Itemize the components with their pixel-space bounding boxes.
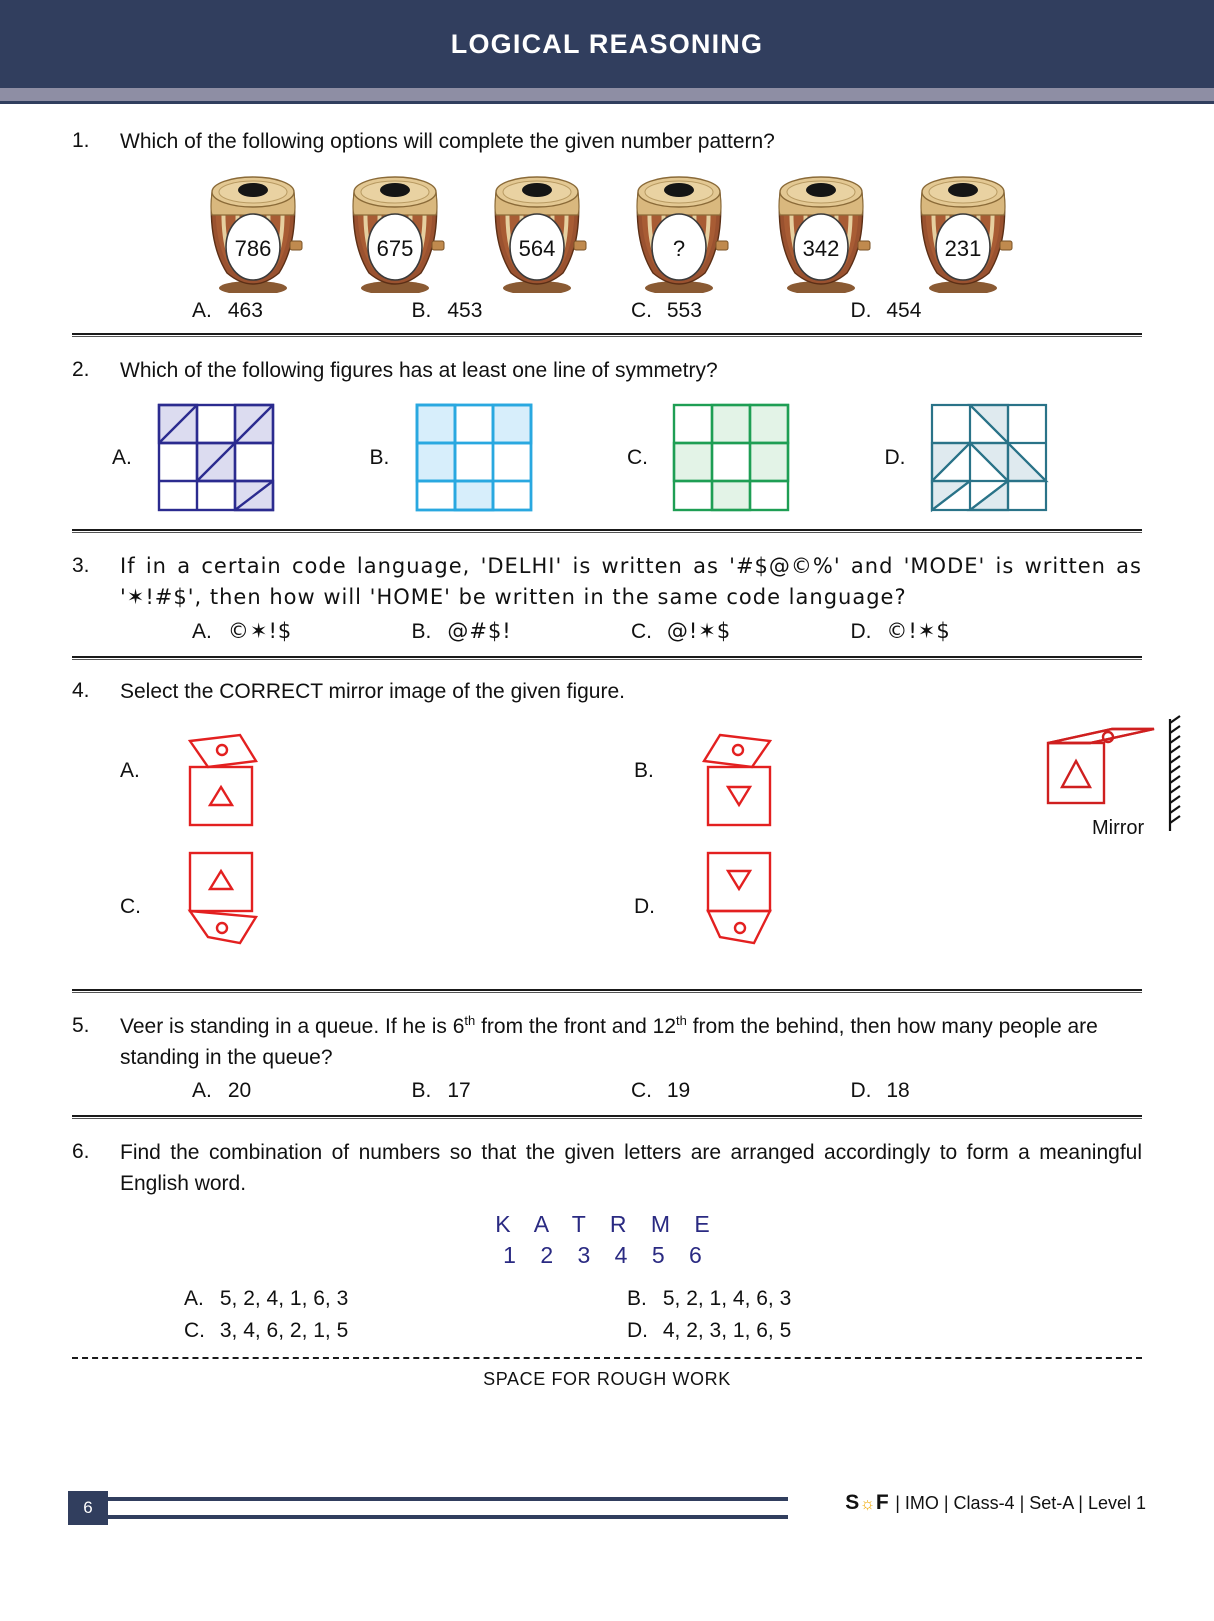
option-b-letter: B. — [627, 1287, 647, 1310]
divider-thin — [72, 336, 1142, 337]
option-a-letter: A. — [112, 445, 132, 469]
divider-thin — [72, 532, 1142, 533]
option-d[interactable] — [851, 1079, 1071, 1103]
rough-work-divider — [72, 1357, 1142, 1359]
divider — [72, 656, 1142, 658]
option-a-value: ©✶!$ — [227, 619, 293, 643]
option-d-value: 18 — [886, 1079, 910, 1102]
option-d-letter: D. — [634, 895, 655, 918]
option-c-letter: C. — [631, 620, 652, 643]
question-5-text-part3: from the behind, then how many people are standing in the queue? — [120, 1015, 1098, 1069]
option-d[interactable] — [885, 400, 1143, 515]
option-c-value: 553 — [666, 299, 702, 322]
divider — [72, 1115, 1142, 1117]
divider — [72, 989, 1142, 991]
tabla-figure-unknown — [608, 163, 750, 293]
ordinal-suffix-2: th — [676, 1013, 687, 1028]
sof-logo-s: S — [845, 1491, 860, 1514]
tabla-figure — [324, 163, 466, 293]
bulb-icon: ☼ — [859, 1494, 876, 1513]
option-c-value: 19 — [666, 1079, 691, 1102]
option-a-letter: A. — [120, 759, 140, 782]
question-1-text: Which of the following options will complete the given number pattern? — [120, 130, 775, 153]
divider-thin — [72, 659, 1142, 660]
question-5 — [0, 1011, 1214, 1103]
question-3-number: 3. — [72, 554, 90, 577]
question-4-number: 4. — [72, 679, 90, 702]
option-b-letter: B. — [369, 445, 390, 469]
option-c[interactable] — [627, 400, 885, 515]
question-1 — [0, 126, 1214, 323]
questions-container — [0, 112, 1214, 1390]
option-b-value: @#$! — [447, 619, 512, 643]
option-c-value: 3, 4, 6, 2, 1, 5 — [219, 1319, 349, 1342]
header-accent-band — [0, 88, 1214, 101]
divider — [72, 333, 1142, 335]
question-5-text-part1: Veer is standing in a queue. If he is 6 — [120, 1015, 465, 1038]
tabla-value: 786 — [234, 236, 272, 261]
tabla-figure — [466, 163, 608, 293]
question-5-text — [120, 1011, 1142, 1073]
tabla-value: 231 — [944, 236, 982, 261]
figure-b-grid — [412, 400, 542, 515]
tabla-value: 564 — [518, 236, 556, 261]
option-b-letter: B. — [411, 1079, 432, 1102]
tabla-value: 342 — [802, 236, 840, 261]
figure-option-a[interactable] — [168, 717, 278, 827]
option-d-value: ©!✶$ — [886, 619, 951, 643]
option-b[interactable] — [370, 400, 628, 515]
divider — [72, 529, 1142, 531]
divider-thin — [72, 992, 1142, 993]
question-5-options — [72, 1079, 1142, 1103]
tabla-figure — [182, 163, 324, 293]
option-d-letter: D. — [850, 299, 872, 322]
option-a-letter: A. — [184, 1287, 204, 1310]
figure-a-grid — [154, 400, 284, 515]
figure-option-c[interactable] — [168, 849, 278, 959]
option-c-letter: C. — [631, 299, 652, 322]
option-a[interactable] — [192, 619, 412, 644]
option-b-letter: B. — [411, 299, 432, 322]
rough-work-label: SPACE FOR ROUGH WORK — [483, 1369, 731, 1389]
tabla-value: 675 — [376, 236, 414, 261]
tabla-figure — [750, 163, 892, 293]
option-d[interactable] — [851, 619, 1071, 644]
option-a-value: 20 — [227, 1079, 252, 1102]
option-b-letter: B. — [411, 620, 432, 643]
option-c-letter: C. — [627, 445, 648, 469]
option-b-value: 17 — [447, 1079, 471, 1102]
tabla-figure — [892, 163, 1034, 293]
header-accent-line — [0, 101, 1214, 104]
option-c-value: @!✶$ — [666, 619, 732, 643]
option-a[interactable] — [192, 1079, 412, 1103]
option-b[interactable] — [412, 1079, 632, 1103]
question-2-number: 2. — [72, 358, 90, 381]
option-d-letter: D. — [884, 445, 906, 469]
option-d-letter: D. — [627, 1319, 648, 1342]
page-footer — [0, 1487, 1214, 1533]
mirror-label: Mirror — [1092, 817, 1145, 839]
question-6-options — [72, 1283, 1142, 1315]
divider-thin — [72, 1118, 1142, 1119]
figure-option-d[interactable] — [682, 849, 792, 959]
page-header — [0, 0, 1214, 88]
question-2 — [0, 355, 1214, 515]
question-2-text: Which of the following figures has at least one line of symmetry? — [120, 359, 718, 382]
option-d-letter: D. — [850, 620, 872, 643]
option-a-letter: A. — [192, 620, 212, 643]
option-b[interactable] — [627, 1283, 1070, 1315]
question-4 — [0, 676, 1214, 973]
option-a[interactable] — [192, 299, 412, 323]
question-6-number: 6. — [72, 1140, 90, 1163]
question-1-options — [72, 299, 1142, 323]
option-c[interactable] — [631, 299, 851, 323]
option-c-letter: C. — [631, 1079, 652, 1102]
option-a-value: 463 — [227, 299, 263, 322]
question-5-number: 5. — [72, 1014, 90, 1037]
question-3-text: If in a certain code language, 'DELHI' is written as '#$@©%' and 'MODE' is written as '✶!#$', then how will 'HOME' be written in the same code language? — [120, 554, 1142, 609]
option-b-value: 5, 2, 1, 4, 6, 3 — [662, 1287, 792, 1310]
question-3-options — [72, 619, 1142, 644]
figure-d-grid — [927, 400, 1057, 515]
letter-sequence: K A T R M E — [495, 1211, 719, 1237]
question-6-text: Find the combination of numbers so that the given letters are arranged accordingly to form a meaningful English word. — [120, 1141, 1142, 1195]
option-a-letter: A. — [192, 299, 212, 322]
option-d-letter: D. — [850, 1079, 872, 1102]
figure-option-b[interactable] — [682, 717, 792, 827]
option-d-value: 4, 2, 3, 1, 6, 5 — [662, 1319, 792, 1342]
footer-exam-info: | IMO | Class-4 | Set-A | Level 1 — [895, 1492, 1146, 1513]
sof-logo — [845, 1491, 889, 1515]
option-a-letter: A. — [192, 1079, 212, 1102]
question-2-figures — [72, 400, 1142, 515]
ordinal-suffix-1: th — [464, 1013, 476, 1028]
sof-logo-f: F — [875, 1491, 890, 1514]
page-title: LOGICAL REASONING — [450, 28, 764, 59]
footer-rule-top — [108, 1497, 788, 1501]
option-a-value: 5, 2, 4, 1, 6, 3 — [219, 1287, 349, 1310]
footer-info — [845, 1491, 1146, 1515]
tabla-value: ? — [672, 236, 686, 261]
question-4-row-2 — [72, 849, 1142, 973]
figure-c-grid — [669, 400, 799, 515]
option-a[interactable] — [112, 400, 370, 515]
option-c[interactable] — [631, 1079, 851, 1103]
option-b-value: 453 — [447, 299, 483, 322]
option-d[interactable] — [851, 299, 1071, 323]
option-c[interactable] — [184, 1315, 627, 1347]
number-sequence: 1 2 3 4 5 6 — [503, 1242, 711, 1268]
question-5-text-part2: from the front and 12 — [475, 1015, 677, 1038]
option-b-letter: B. — [634, 759, 654, 782]
option-c-letter: C. — [120, 895, 141, 918]
tabla-figures — [72, 163, 1142, 293]
footer-rule-bottom — [108, 1515, 788, 1519]
option-a[interactable] — [184, 1283, 627, 1315]
option-c-letter: C. — [184, 1319, 205, 1342]
question-6-options-row2 — [72, 1315, 1142, 1347]
option-b[interactable] — [412, 619, 632, 644]
question-3 — [0, 551, 1214, 644]
question-4-row-1 — [72, 713, 1145, 839]
page-number: 6 — [68, 1491, 108, 1525]
option-b[interactable] — [412, 299, 632, 323]
question-6 — [0, 1137, 1214, 1347]
option-d[interactable] — [627, 1315, 1070, 1347]
option-d-value: 454 — [886, 299, 922, 322]
question-1-number: 1. — [72, 129, 90, 152]
option-c[interactable] — [631, 619, 851, 644]
question-4-text: Select the CORRECT mirror image of the given figure. — [120, 680, 625, 703]
